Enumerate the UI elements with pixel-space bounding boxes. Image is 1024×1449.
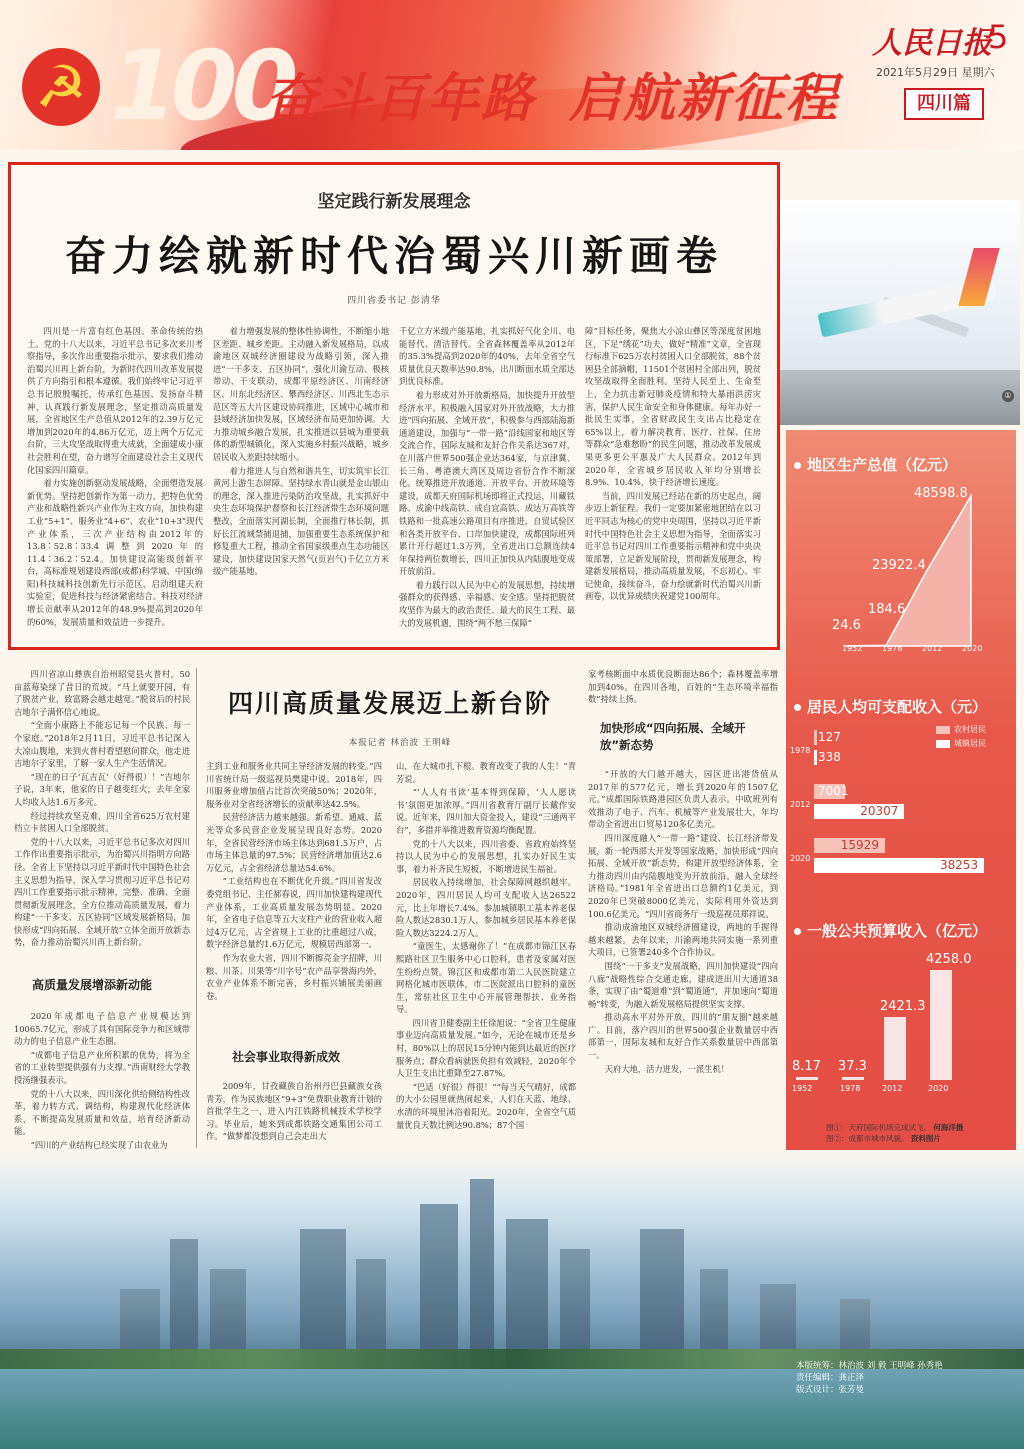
lead-column-4	[585, 325, 761, 635]
paragraph: 千亿立方米级产能基地，扎实抓好气化全川、电能替代、清洁替代。全省森林覆盖率从2012年的35.3%提高到2020年的40%，去年全省空气质量优良天数率达90.8%，出川断面水质全部达到优良标准。	[399, 326, 575, 387]
paragraph: 党的十八大以来，四川深化供给侧结构性改革，着力转方式、调结构，构建现代化经济体系，不断提高发展质量和效益，培育经济新动能。	[14, 1088, 190, 1137]
paragraph: 推动成渝地区双城经济圈建设，两地的手握得越来越紧。去年以来，川渝两地共同实施一系列重大项目，已签署240多个合作协议。	[588, 922, 778, 958]
subheading-opening-up: 加快形成“四向拓展、全域开放”新态势	[600, 721, 746, 752]
budget-tick-1952: 1952	[792, 1084, 813, 1093]
budget-tick-1978: 1978	[840, 1084, 861, 1093]
income-label-2012-urban: 20307	[860, 804, 899, 818]
newspaper-masthead: 人民日报	[872, 26, 992, 61]
paragraph: “四川的产业结构已经实现了由农业为	[30, 1139, 168, 1150]
slogan-right: 启航新征程	[569, 69, 840, 129]
income-label-2020-rural: 15929	[840, 838, 879, 852]
paragraph: 天府大地，活力迸发，一派生机！	[604, 1063, 730, 1074]
article2-mid-column-2	[206, 1080, 382, 1150]
income-year-1978: 1978	[790, 746, 811, 755]
lead-article	[8, 162, 780, 650]
budget-label-2012: 2421.3	[880, 999, 926, 1015]
article2-left-column-2	[14, 1010, 190, 1150]
budget-label-1952: 8.17	[792, 1059, 821, 1074]
credit-line: 本版统筹：林治波 刘 毅 王明峰 孙秀艳	[796, 1361, 943, 1371]
article2-far-column-top	[588, 668, 778, 706]
budget-bar-chart	[786, 430, 1016, 1190]
income-label-2020-urban: 38253	[940, 858, 979, 872]
article2-left-column	[14, 668, 190, 954]
gdp-tick-2020: 2020	[962, 644, 983, 653]
paragraph: 2020年成都电子信息产业规模达到10065.7亿元，形成了具有国际竞争力和区域带动力的电子信息产业生态圈。	[14, 1011, 190, 1047]
gdp-value-1978: 184.6	[868, 602, 906, 617]
page-credits	[796, 1360, 1016, 1396]
gdp-value-1952: 24.6	[832, 618, 861, 633]
income-label-2012-rural: 7001	[818, 784, 849, 798]
article2-far-column	[588, 768, 778, 1150]
paragraph: 着力形成对外开放新格局，加快提升开放型经济水平。积极融入国家对外开放战略，大力推进“四向拓展、全域开放”，积极参与西部陆海新通道建设，加强与“一带一路”沿线国家和地区等交流合作，国际友城和友好合作关系达367对，在川落户世界500强企业达364家，与京津冀、长三角、粤港澳大湾区及周边省份合作不断深化。统筹推进开放通道、开放平台、开放环境等建设，成都天府国际机场即将正式投运，川藏铁路、成渝中线高铁、成自宜高铁、成达万高铁等铁路和一批高速公路项目有序推进，自贸试验区和各类开放平台、口岸加快建设，成都国际班列累计开行超过1.3万列，全省进出口总额连续4年保持两位数增长，四川正加快从内陆腹地变成开放前沿。	[399, 389, 575, 577]
gdp-tick-1978: 1978	[882, 644, 903, 653]
income-label-1978-urban: 338	[818, 750, 841, 764]
paragraph: “巴适（好很）得很！”“每当天气晴好，成都的大小公园里就热闹起来，人们在天蓝、地绿、水清的环境里沐浴着阳光。2020年，全省空气质量优良天数比例达90.8%；87个国	[396, 1081, 576, 1130]
paragraph: “成都电子信息产业所积累的优势，将为全省的工业转型提供强有力支撑。”西南财经大学教授汤继强表示。	[14, 1049, 190, 1085]
paragraph: 着力推进人与自然和谐共生，切实筑牢长江黄河上游生态屏障。坚持绿水青山就是金山银山的理念，深入推进污染防治攻坚战，扎实抓好中央生态环境保护督察和长江经济带生态环境问题整改，全面落实河湖长制，全面推行林长制，抓好长江流域禁捕退捕，加强重要生态系统保护和修复重大工程，推动全省国家级重点生态功能区建设，加快建设国家天然气(页岩气)千亿立方米级产能基地。	[213, 465, 389, 577]
banner-slogan	[265, 56, 839, 131]
gdp-tick-1952: 1952	[842, 644, 863, 653]
page-number: 5	[988, 18, 1009, 56]
paragraph: “‘人人有书读’基本得到保障，‘人人愿读书’氛围更加浓厚。”四川省教育厅副厅长戴作安说。近年来，四川加大资金投入，建设“三通两平台”，多措并举推进教育资源均衡配置。	[396, 787, 576, 835]
paragraph: “全面小康路上不能忘记每一个民族、每一个家庭。”2018年2月11日，习近平总书记深入大凉山腹地，来到火普村看望慰问群众，他走进吉地尔子家里，了解一家人生产生活情况。	[14, 720, 190, 769]
lead-headline: 奋力绘就新时代治蜀兴川新画卷	[65, 232, 723, 280]
income-label-1978-rural: 127	[818, 730, 841, 744]
income-year-2012: 2012	[790, 800, 811, 809]
budget-label-1978: 37.3	[838, 1059, 867, 1074]
paragraph: 着力践行以人民为中心的发展思想，持续增强群众的获得感、幸福感、安全感。坚持把脱贫攻坚作为最大的政治责任、最大的民生工程、最大的发展机遇，围绕“两不愁三保障”	[399, 579, 575, 628]
paragraph: 家考核断面中水质优良断面达86个；森林覆盖率增加到40%。在四川各地，百姓的“生态环境幸福指数”持续上扬。	[588, 669, 778, 705]
budget-bar-1952	[796, 1077, 818, 1080]
paragraph: 作为农业大省，四川不断擦亮金字招牌，川粮、川茶、川果等“川字号”农产品享誉海内外，农业产业体系不断完善，乡村振兴铺展美丽画卷。	[206, 952, 382, 1001]
credit-line: 版式设计：张芳曼	[796, 1385, 865, 1395]
column-rule	[196, 668, 197, 1148]
photo-marker-1-icon: ①	[1002, 390, 1014, 402]
paragraph: 四川是一片富有红色基因、革命传统的热土。党的十八大以来，习近平总书记多次来川考察指导，多次作出重要指示批示，要求我们推动治蜀兴川再上新台阶，为新时代四川改革发展提供了方向指引和根本遵循。我们始终牢记习近平总书记殷殷嘱托，传承红色基因、发扬奋斗精神，认真践行新发展理念，坚定推动高质量发展，全省地区生产总值从2012年的2.39万亿元增加到2020年的4.86万亿元，迈上两个万亿元台阶，三大攻坚战取得重大成就，全面建成小康社会胜利在望，奋力谱写全面建设社会主义现代化国家四川篇章。	[27, 326, 203, 475]
article2-mid-column	[206, 760, 382, 1030]
paragraph: 2009年，甘孜藏族自治州丹巴县藏族女孩青芳，作为民族地区“9+3”免费职业教育计划的首批学生之一，进入内江铁路机械技术学校学习。毕业后，她来到成都铁路交通集团公司工作。“做梦都没想到自己会走出大	[206, 1081, 382, 1142]
caption-1: 图①：天府国际机场完成试飞。 何海洋摄	[826, 1123, 964, 1132]
gdp-chart-title: 地区生产总值（亿元）	[794, 454, 957, 475]
paragraph: 四川省卫健委副主任徐旭说：“全省卫生健康事业迈向高质量发展。”如今，无论在城市还是乡村，80%以上的居民15分钟内能到达最近的医疗服务点；群众看病就医负担有效减轻，2020年个人卫生支出比重降至27.87%。	[396, 1017, 576, 1079]
budget-chart-title: 一般公共预算收入（亿元）	[794, 920, 987, 941]
budget-label-2020: 4258.0	[926, 952, 972, 967]
subheading-social-progress: 社会事业取得新成效	[232, 1050, 341, 1064]
slogan-left: 奋斗百年路	[265, 69, 536, 129]
budget-tick-2020: 2020	[928, 1084, 949, 1093]
issue-date: 2021年5月29日 星期六	[876, 66, 995, 79]
budget-bar-1978	[842, 1077, 864, 1080]
paragraph: 党的十八大以来，四川省委、省政府始终坚持以人民为中心的发展思想，扎实办好民生实事，着力补齐民生短板，不断增进民生福祉。	[396, 838, 576, 874]
article2-byline: 本报记者 林治波 王明峰	[348, 738, 452, 748]
centenary-logo: 100	[110, 30, 293, 142]
budget-bar-2020	[930, 970, 952, 1080]
legend-rural: 农村居民	[936, 724, 986, 735]
paragraph: 障”目标任务，聚焦大小凉山彝区等深度贫困地区，下足“绣花”功夫，做好“精准”文章，全省现行标准下625万农村贫困人口全部脱贫，88个贫困县全部摘帽，11501个贫困村全部出列，脱贫攻坚战取得全面胜利。坚持人民至上、生命至上，全力抗击新冠肺炎疫情和特大暴雨洪涝灾害，保护人民生命安全和身体健康。每年办好一批民生实事，全省财政民生支出占比稳定在65%以上，着力解决教育、医疗、社保、住房等群众“急难愁盼”的民生问题，推动改革发展成果更多更公平惠及广大人民群众。2012年到2020年，全省城乡居民收入年均分别增长8.9%、10.4%，快于经济增长速度。	[585, 326, 761, 488]
paragraph: 民营经济活力越来越强。新希望、通威、蓝光等众多民营企业发展呈现良好态势。2020年，全省民营经济市场主体达到681.5万户，占市场主体总量的97.5%；民营经济增加值达2.6万亿元，占全省经济总量达54.6%。	[206, 812, 382, 873]
gdp-tick-2012: 2012	[922, 644, 943, 653]
paragraph: 着力实施创新驱动发展战略，全面塑造发展新优势。坚持把创新作为第一动力，把特色优势产业和战略性新兴产业作为主攻方向，加快构建工业“5+1”、服务业“4+6”、农业“10+3”现代产业体系，三次产业结构由2012年的13.8∶52.8∶33.4调整到2020年的11.4∶36.2∶52.4。加快建设高能级创新平台，高标准规划建设西部(成都)科学城、中国(绵阳)科技城科技创新先行示范区，启动组建天府实验室，促进科技与经济紧密结合。科技对经济增长贡献率从2012年的48.9%提高到2020年的60%，发展质量和效益进一步提升。	[27, 478, 203, 627]
paragraph: 推动高水平对外开放，四川的“朋友圈”越来越广。目前，落户四川的世界500强企业数量居中西部第一，国际友城和友好合作关系数量居中西部第一。	[588, 1012, 778, 1061]
credit-line: 责任编辑：龚正泽	[796, 1373, 865, 1383]
budget-tick-2012: 2012	[882, 1084, 903, 1093]
paragraph: 党的十八大以来，习近平总书记多次对四川工作作出重要指示批示，为治蜀兴川指明方向路径。全省上下坚持以习近平新时代中国特色社会主义思想为指导，深入学习贯彻习近平总书记对四川工作重要指示批示精神，完整、准确、全面贯彻新发展理念，全方位推动高质量发展，着力构建“一干多支、五区协同”区域发展新格局，加快形成“四向拓展、全域开放”立体全面开放新态势，奋力推动治蜀兴川再上新台阶。	[14, 836, 190, 948]
income-year-2020: 2020	[790, 854, 811, 863]
lead-column-3	[399, 325, 575, 635]
gdp-value-2020: 48598.8	[914, 486, 968, 501]
photo-captions	[826, 1122, 1016, 1144]
income-chart-title: 居民人均可支配收入（元）	[794, 696, 987, 717]
runway	[780, 370, 1020, 425]
paragraph: “现在的日子‘瓦吉瓦’（好得很）！”吉地尔子说，3年来，他家的日子越变红火，去年全家人均收入达1.6万多元。	[14, 771, 190, 807]
paragraph: 四川深度融入“一带一路”建设、长江经济带发展，新一轮西部大开发等国家战略，加快形成“四向拓展、全域开放”新态势，构建开放型经济体系，全力推动四川由内陆腹地变为开放前沿。融入全球经济格局。”1981年全省进出口总额约1亿美元，到2020年已突破8000亿美元，实际利用外资达到100.6亿美元。“四川省商务厅一级巡视员郑祥说。	[588, 832, 778, 919]
paragraph: 经过持续攻坚克难，四川全省625万农村建档立卡贫困人口全部脱贫。	[14, 810, 190, 834]
lead-kicker: 坚定践行新发展理念	[317, 192, 471, 212]
legend-urban: 城镇居民	[936, 738, 986, 749]
article2-right-column	[396, 760, 576, 1150]
gdp-value-2012: 23922.4	[872, 558, 926, 573]
party-emblem-icon: ☭	[22, 48, 100, 126]
airport-photo	[780, 200, 1020, 425]
infographic-panel	[786, 430, 1016, 1190]
city-skyline-photo	[0, 1150, 1024, 1449]
article2-headline: 四川高质量发展迈上新台阶	[227, 689, 552, 718]
section-label: 四川篇	[904, 88, 984, 120]
paragraph: 居民收入持续增加，社会保障网越织越牢。2020年，四川居民人均可支配收入达26522元，比上年增长7.4%。参加城镇职工基本养老保险人数达2830.1万人，参加城乡居民基本养老保险人数达3224.2万人。	[396, 877, 576, 938]
caption-2: 图②：成都市城市风貌。 资料图片	[826, 1134, 941, 1143]
lead-byline: 四川省委书记 彭清华	[347, 296, 441, 306]
subheading-new-momentum: 高质量发展增添新动能	[32, 978, 153, 992]
paragraph: “童医生，太感谢你了！”在成都市锦江区春熙路社区卫生服务中心口腔科，患者及家属对医生纷纷点赞。锦江区和成都市第二人民医院建立网格化城市医联体，市二医院派出口腔科的童医生，常驻社区卫生中心开展管理帮扶、业务指导。	[396, 941, 576, 1015]
paragraph: 四川省凉山彝族自治州昭觉县火普村，50亩蓝莓染绿了昔日的荒坡。“马上就要开园，有了脱贫产业，致富路会越走越宽。”脱贫后的村民吉地尔子满怀信心地说。	[14, 669, 190, 717]
lead-column-2	[213, 325, 389, 635]
paragraph: 围绕“一干多支”发展战略，四川加快建设“四向八廊”战略性综合交通走廊，建成进出川大通道38条，实现了由“蜀道难”到“蜀道通”，并加速向“蜀道畅”转变，为融入新发展格局提供坚实支撑。	[588, 960, 778, 1009]
paragraph: 当前，四川发展已经站在新的历史起点，阔步迈上新征程。我们一定要加紧密地团结在以习近平同志为核心的党中央周围，坚持以习近平新时代中国特色社会主义思想为指导，全面落实习近平总书记对四川工作重要指示精神和党中央决策部署，立足新发展阶段，贯彻新发展理念，构建新发展格局，推动高质量发展，不忘初心、牢记使命，接续奋斗，奋力绘就新时代治蜀兴川新画卷，以优异成绩庆祝建党100周年。	[585, 490, 761, 602]
budget-bar-2012	[884, 1017, 906, 1080]
paragraph: “开放的大门越开越大，园区进出港货值从2017年的577亿元，增长到2020年的1507亿元。”成都国际铁路港园区负责人表示。中欧班列有效推动了电子、汽车、机械等产业发展壮大，年均带动全省进出口贸易120多亿美元。	[588, 769, 778, 830]
paragraph: 主到工业和服务业共同主导经济发展的转变。”四川省统计局一级巡视员樊建中说。2018年，四川服务业增加值占比首次突破50%；2020年，服务业对全省经济增长的贡献率达42.5%。	[206, 761, 382, 809]
paragraph: 着力增强发展的整体性协调性，不断缩小地区差距、城乡差距。主动融入新发展格局，以成渝地区双城经济圈建设为战略引领，深入推进“一干多支、五区协同”，强化川渝互动、极核带动、干支联动，成都平原经济区、川南经济区、川东北经济区、攀西经济区、川西北生态示范区等五大片区建设协同推进，区域中心城市和县域经济加快发展，区域经济布局更加协调。大力推动城乡融合发展，扎实推进以县城为重要载体的新型城镇化，深入实施乡村振兴战略，城乡居民收入差距持续缩小。	[213, 326, 389, 462]
lead-column-1	[27, 325, 203, 635]
paragraph: “工业结构也在不断优化升级。”四川省发改委党组书记、主任郝春说，四川加快建构建现代产业体系，工业高质量发展态势明显。2020年，全省电子信息等五大支柱产业的营业收入超过4万亿元，占全省规上工业的比重超过八成，数字经济总量约1.6万亿元，规模居西部第一。	[206, 876, 382, 950]
paragraph: 山，在大城市扎下根。教育改变了我的人生！”青芳说。	[396, 761, 576, 784]
